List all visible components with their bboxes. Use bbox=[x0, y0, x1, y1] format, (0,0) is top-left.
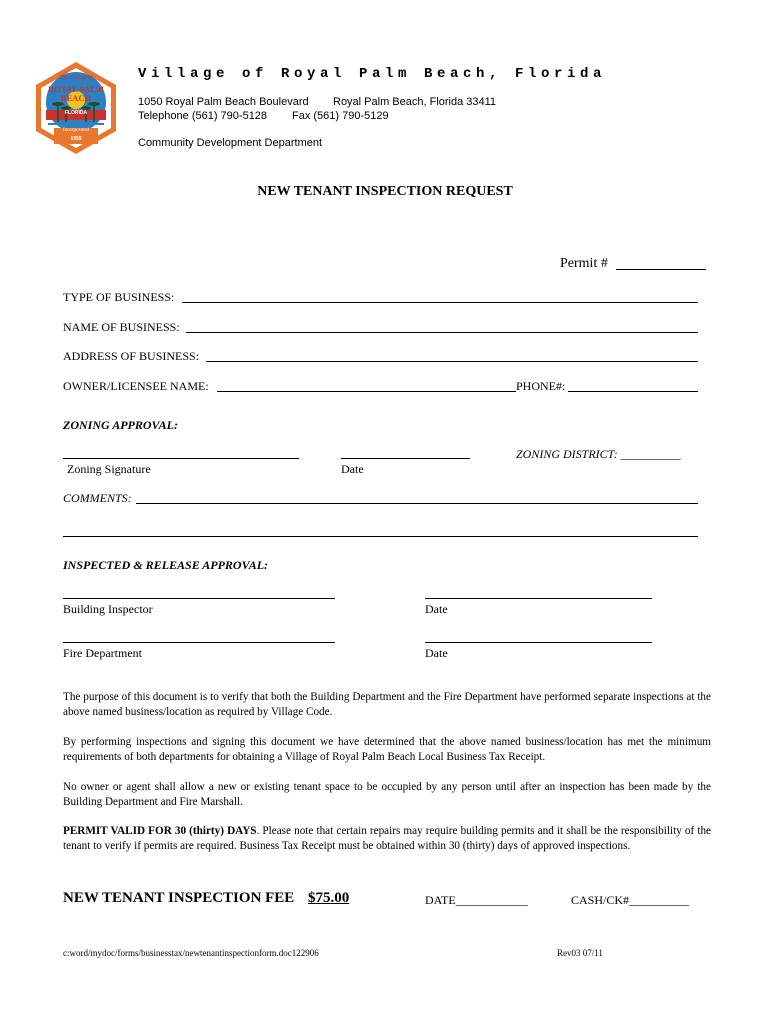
inspection-fee-label: NEW TENANT INSPECTION FEE bbox=[63, 890, 295, 906]
fee-cash-check-field[interactable]: CASH/CK#__________ bbox=[571, 893, 690, 907]
logo-year: 1959 bbox=[70, 136, 82, 142]
building-inspector-label: Building Inspector bbox=[63, 602, 153, 616]
building-date-field[interactable] bbox=[425, 598, 652, 599]
address-of-business-field[interactable] bbox=[206, 361, 698, 362]
name-of-business-field[interactable] bbox=[186, 332, 698, 333]
zoning-date-field[interactable] bbox=[341, 458, 470, 459]
requirements-paragraph: By performing inspections and signing this document we have determined that the above named business/location has met the minimum requirements of both departments for obtaining a Village of Royal Palm Beach Local Business Tax Receipt. bbox=[63, 736, 711, 763]
zoning-signature-label: Zoning Signature bbox=[67, 462, 151, 476]
village-address: 1050 Royal Palm Beach Boulevard bbox=[138, 96, 309, 108]
village-title: Village of Royal Palm Beach, Florida bbox=[138, 66, 607, 82]
village-seal-logo bbox=[28, 60, 124, 156]
zoning-district-label[interactable]: ZONING DISTRICT: __________ bbox=[516, 447, 681, 461]
permit-number-field[interactable] bbox=[616, 269, 706, 270]
phone-label: PHONE#: bbox=[516, 379, 566, 393]
fire-department-field[interactable] bbox=[63, 642, 335, 643]
comments-label: COMMENTS: bbox=[63, 491, 132, 505]
village-telephone: Telephone (561) 790-5128 bbox=[138, 110, 268, 122]
address-of-business-label: ADDRESS OF BUSINESS: bbox=[63, 349, 200, 363]
building-date-label: Date bbox=[425, 602, 448, 616]
fee-date-field[interactable]: DATE____________ bbox=[425, 893, 528, 907]
fire-date-label: Date bbox=[425, 646, 448, 660]
logo-incorporated: Incorporated bbox=[62, 128, 90, 133]
logo-name-line2: BEACH bbox=[60, 93, 92, 103]
fire-date-field[interactable] bbox=[425, 642, 652, 643]
inspection-fee-amount: $75.00 bbox=[308, 890, 350, 906]
footer-file-path: c:word/mydoc/forms/businesstax/newtenantinspectionform.doc122906 bbox=[63, 948, 319, 958]
type-of-business-label: TYPE OF BUSINESS: bbox=[63, 290, 175, 304]
name-of-business-label: NAME OF BUSINESS: bbox=[63, 320, 180, 334]
fire-department-label: Fire Department bbox=[63, 646, 142, 660]
zoning-signature-field[interactable] bbox=[63, 458, 299, 459]
zoning-approval-heading: ZONING APPROVAL: bbox=[63, 418, 178, 432]
phone-field[interactable] bbox=[568, 391, 698, 392]
village-fax: Fax (561) 790-5129 bbox=[292, 110, 389, 122]
occupancy-paragraph: No owner or agent shall allow a new or existing tenant space to be occupied by any person until after an inspection has been made by the Building Department and Fire Marshall. bbox=[63, 781, 711, 808]
permit-label: Permit # bbox=[560, 256, 608, 271]
permit-validity-text: . Please note that certain repairs may require building permits and it shall be the responsibility of the tenant to verify if permits are required. Business Tax Receipt must be obtained within 30 (thirty) days of approved inspections. bbox=[63, 825, 711, 852]
building-inspector-field[interactable] bbox=[63, 598, 335, 599]
logo-name-line1: ROYAL PALM bbox=[48, 84, 104, 94]
logo-top-text: The Village of bbox=[59, 75, 93, 81]
permit-validity-bold: PERMIT VALID FOR 30 (thirty) DAYS bbox=[63, 825, 257, 837]
comments-field-line2[interactable] bbox=[63, 536, 698, 537]
zoning-date-label: Date bbox=[341, 462, 364, 476]
inspected-release-heading: INSPECTED & RELEASE APPROVAL: bbox=[63, 558, 269, 572]
owner-licensee-field[interactable] bbox=[217, 391, 516, 392]
type-of-business-field[interactable] bbox=[182, 302, 698, 303]
village-city: Royal Palm Beach, Florida 33411 bbox=[333, 96, 497, 108]
form-title: NEW TENANT INSPECTION REQUEST bbox=[257, 184, 513, 199]
footer-revision: Rev03 07/11 bbox=[557, 948, 603, 958]
permit-validity-paragraph bbox=[63, 824, 711, 854]
department-name: Community Development Department bbox=[138, 137, 323, 149]
comments-field-line1[interactable] bbox=[136, 503, 698, 504]
purpose-paragraph: The purpose of this document is to verify that both the Building Department and the Fire Department have performed separate inspections at the above named business/location as required by Village Code. bbox=[63, 691, 711, 718]
logo-state: FLORIDA bbox=[64, 110, 88, 116]
owner-licensee-label: OWNER/LICENSEE NAME: bbox=[63, 379, 209, 393]
